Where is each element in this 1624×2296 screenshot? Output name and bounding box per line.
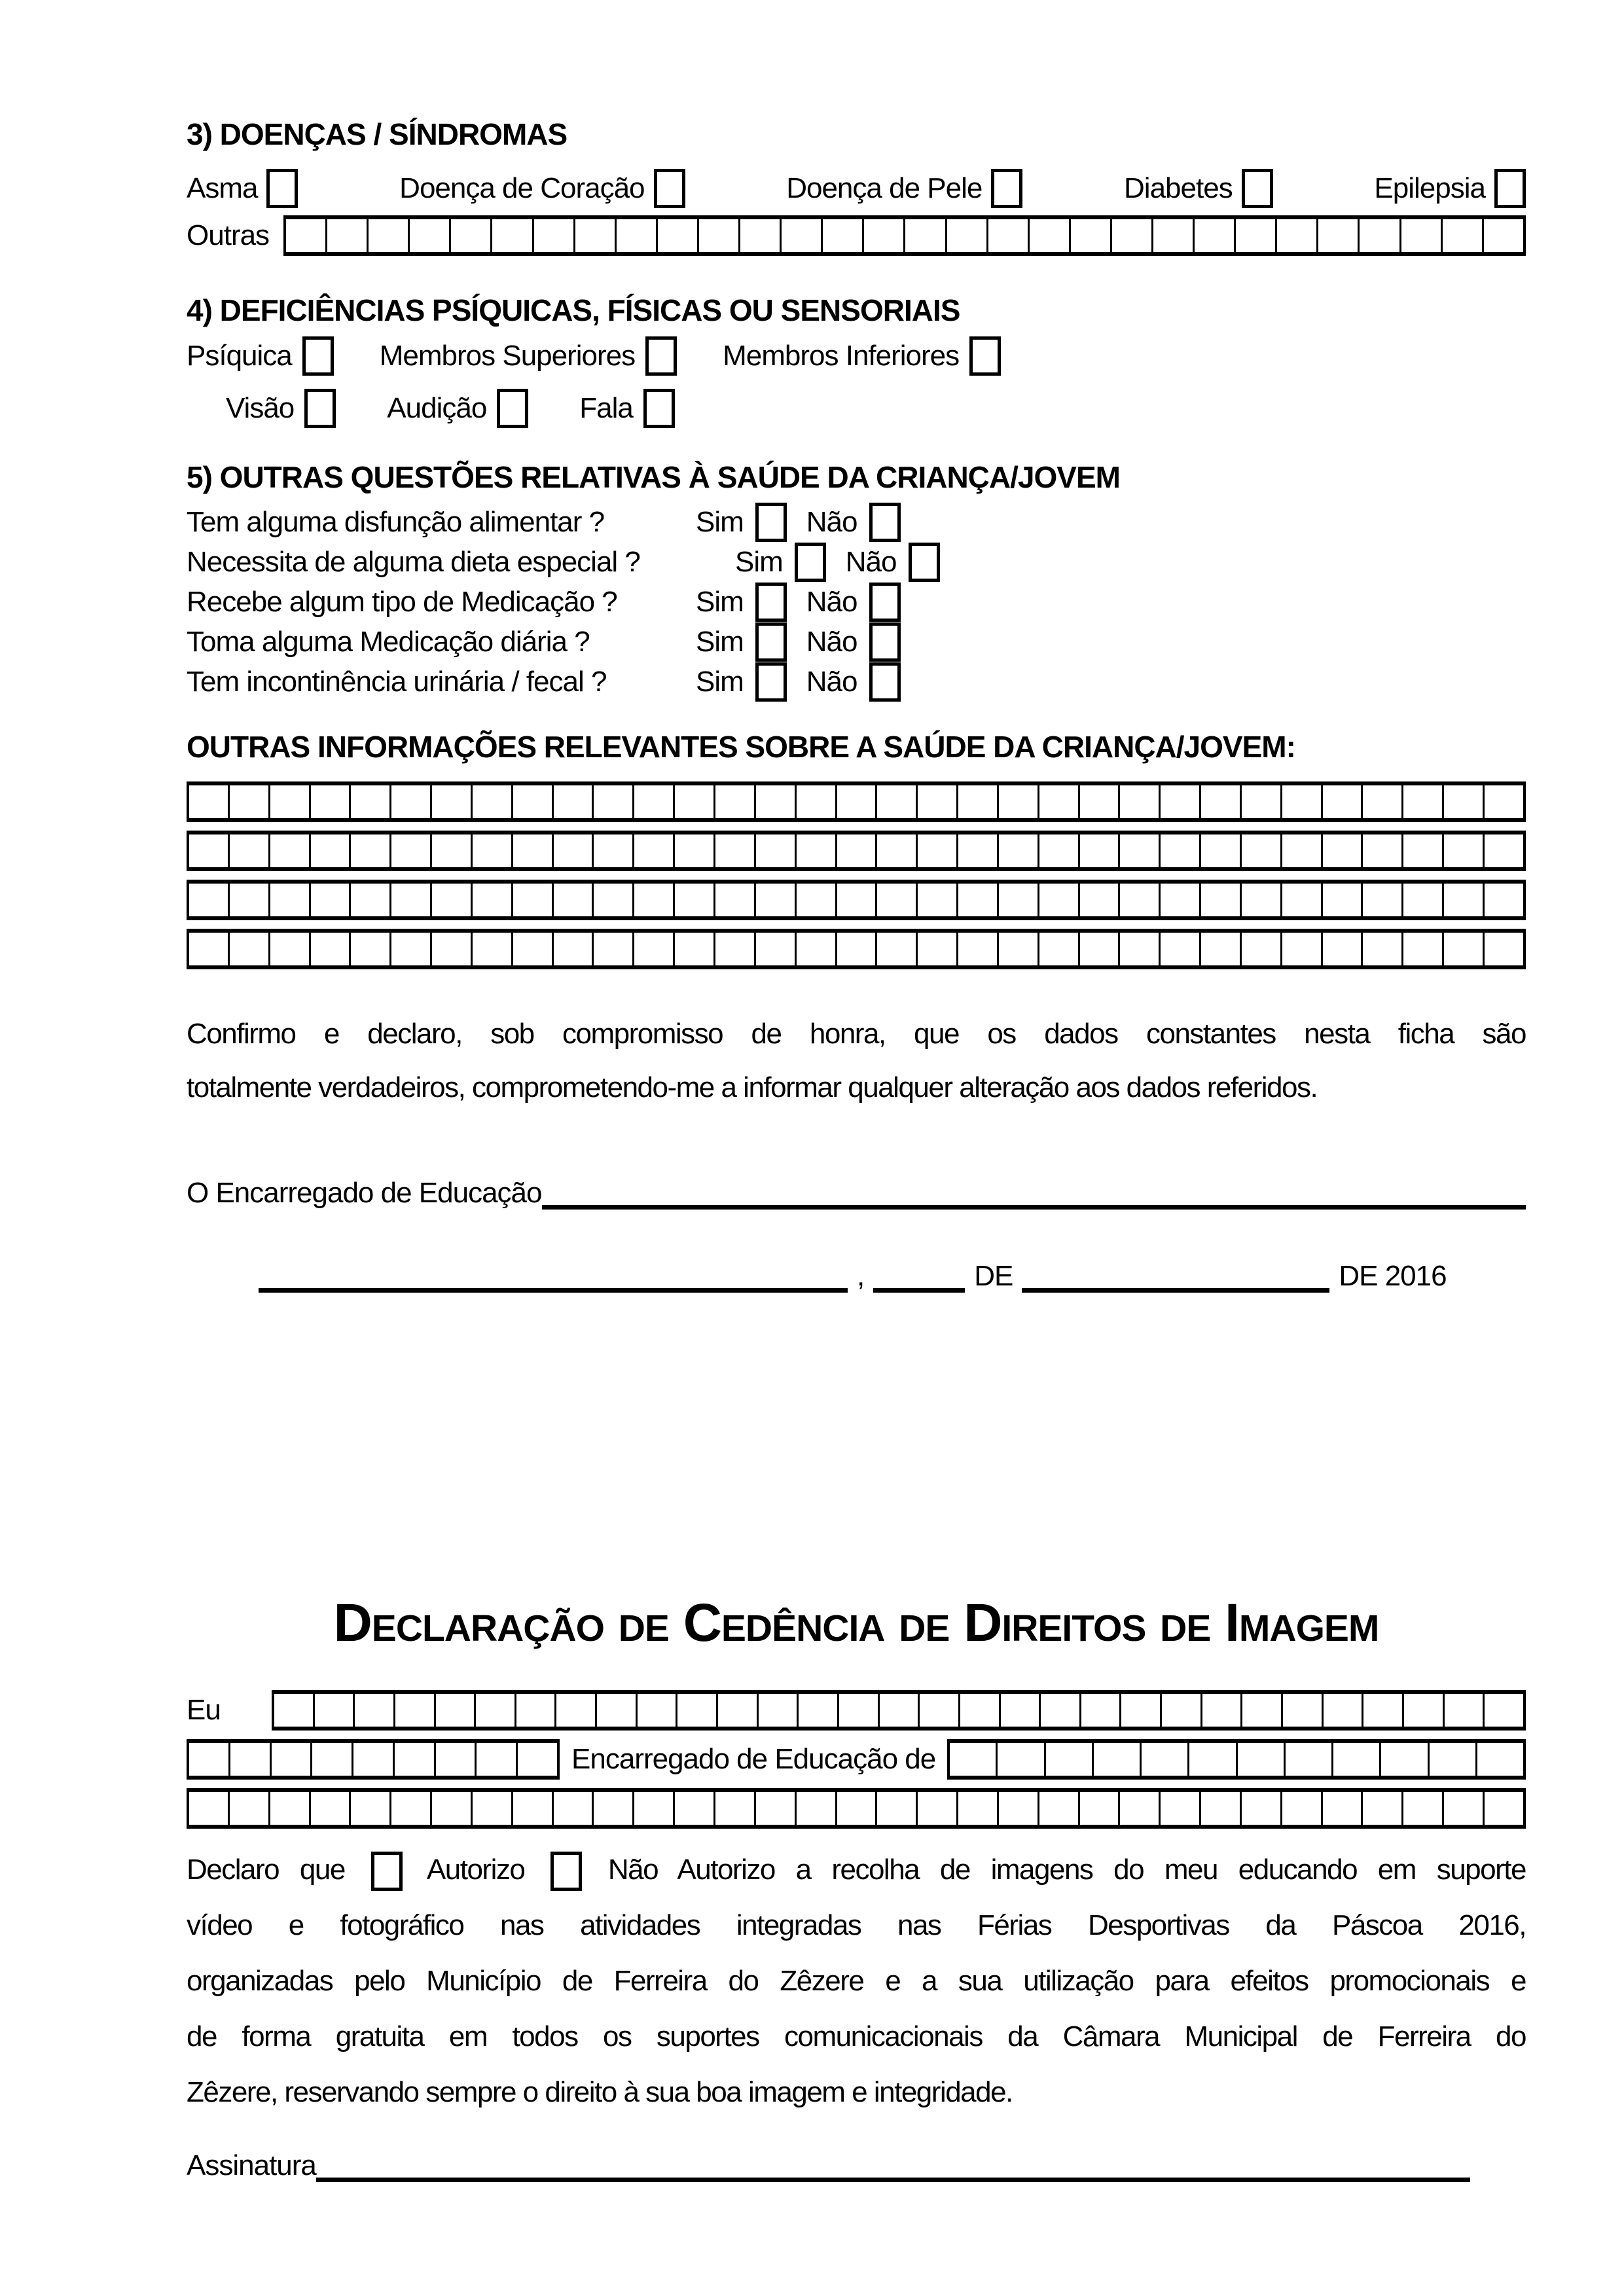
doenca-option-asma [187,169,298,208]
def-item-membros-superiores [380,336,677,376]
informacoes-input-row-4[interactable] [187,929,1526,969]
nao-checkbox[interactable] [909,543,940,582]
nome-continuacao-cells[interactable] [187,1739,560,1780]
outras-label: Outras [187,219,270,251]
deficiencias-row-2 [226,384,1526,433]
sim-nao-group [696,583,901,622]
question-label: Necessita de alguma dieta especial ? [187,545,640,578]
sim-nao-group [696,503,901,542]
membros-superiores-checkbox[interactable] [645,336,677,376]
question-label: Recebe algum tipo de Medicação ? [187,585,617,618]
def-item-fala [579,389,675,428]
question-row-disfuncao-alimentar [187,502,1526,542]
audicao-label: Audição [387,392,487,424]
sim-nao-group [696,622,901,662]
doenca-option-epilepsia [1374,169,1526,208]
encarregado-signature-blank[interactable] [542,1167,1526,1210]
sim-label: Sim [696,585,744,618]
epilepsia-label: Epilepsia [1374,172,1485,204]
membros-inferiores-label: Membros Inferiores [723,340,960,372]
sim-nao-group [735,543,940,582]
outras-doencas-row [187,215,1526,256]
outras-informacoes-grid [187,781,1526,969]
outras-doencas-input-cells[interactable] [283,215,1526,256]
visao-checkbox[interactable] [304,389,336,428]
asma-label: Asma [187,172,258,204]
confirmacao-line-1: Confirmo e declaro, sob compromisso de honra, que os dados constantes nesta ficha são [187,1018,1526,1050]
nao-checkbox[interactable] [869,622,901,662]
informacoes-input-row-1[interactable] [187,781,1526,822]
sim-checkbox[interactable] [755,662,787,702]
sim-label: Sim [696,505,744,538]
eu-label: Eu [187,1694,221,1726]
audicao-checkbox[interactable] [497,389,528,428]
autorizacao-paragraph [187,1842,1526,2120]
eu-nome-input-cells[interactable] [272,1690,1526,1731]
month-blank[interactable] [1022,1250,1329,1293]
autorizacao-line-4: de forma gratuita em todos os suportes comunicacionais da Câmara Municipal de Ferreira do [187,2020,1526,2053]
encarregado-de-row [187,1739,1526,1780]
section-outras-informacoes [187,729,1526,969]
psiquica-checkbox[interactable] [302,336,334,376]
encarregado-de-label: Encarregado de Educação de [571,1743,936,1775]
membros-inferiores-checkbox[interactable] [969,336,1001,376]
asma-checkbox[interactable] [266,169,298,208]
sim-label: Sim [735,545,783,578]
membros-superiores-label: Membros Superiores [379,340,636,372]
question-label: Toma alguma Medicação diária ? [187,625,590,658]
def-item-audicao [387,389,528,428]
nao-autorizo-label: Não Autorizo [607,1854,775,1886]
doencas-options-row [187,167,1526,210]
autorizacao-line-2: vídeo e fotográfico nas atividades integradas nas Férias Desportivas da Páscoa 2016, [187,1909,1526,1941]
section-doencas [187,117,1526,256]
question-row-medicacao-diaria [187,622,1526,662]
comma-separator: , [857,1260,865,1292]
question-label: Tem alguma disfunção alimentar ? [187,505,605,538]
doenca-pele-label: Doença de Pele [786,172,983,204]
sim-checkbox[interactable] [755,503,787,542]
question-row-dieta-especial [187,542,1526,582]
section-deficiencias-title: 4) DEFICIÊNCIAS PSÍQUICAS, FÍSICAS OU SENSORIAIS [187,293,960,327]
assinatura-blank[interactable] [316,2140,1470,2182]
assinatura-label: Assinatura [187,2149,316,2181]
def-item-membros-inferiores [723,336,1001,376]
educando-nome-continuacao-row [187,1788,1526,1829]
diabetes-checkbox[interactable] [1242,169,1273,208]
nao-checkbox[interactable] [869,662,901,702]
assinatura-row [187,2140,1526,2182]
autorizacao-line-1-rest: a recolha de imagens do meu educando em suporte [795,1854,1526,1886]
educando-nome-continuacao-cells[interactable] [187,1788,1526,1829]
doenca-option-coracao [399,169,685,208]
section-saude-title: 5) OUTRAS QUESTÕES RELATIVAS À SAÚDE DA CRIANÇA/JOVEM [187,460,1120,494]
epilepsia-checkbox[interactable] [1494,169,1526,208]
sim-nao-group [696,662,901,702]
visao-label: Visão [226,392,295,424]
doenca-coracao-checkbox[interactable] [654,169,685,208]
diabetes-label: Diabetes [1124,172,1233,204]
autorizo-checkbox[interactable] [371,1852,403,1891]
def-item-psiquica [187,336,334,376]
nao-checkbox[interactable] [869,583,901,622]
confirmacao-line-2: totalmente verdadeiros, comprometendo-me a informar qualquer alteração aos dados referidos. [187,1071,1318,1103]
doenca-option-diabetes [1124,169,1273,208]
confirmacao-paragraph [187,1007,1526,1115]
educando-nome-cells[interactable] [947,1739,1526,1780]
doenca-coracao-label: Doença de Coração [399,172,645,204]
question-row-incontinencia [187,662,1526,702]
informacoes-input-row-3[interactable] [187,880,1526,920]
doenca-pele-checkbox[interactable] [991,169,1022,208]
encarregado-label: O Encarregado de Educação [187,1177,542,1209]
autorizacao-line-3: organizadas pelo Município de Ferreira do Zêzere e a sua utilização para efeitos promocionais e [187,1965,1526,1997]
sim-checkbox[interactable] [795,543,826,582]
nao-label: Não [806,505,857,538]
def-item-visao [226,389,336,428]
declaracao-identificacao [187,1690,1526,1829]
nao-label: Não [806,665,857,698]
de-label: DE [974,1260,1013,1292]
date-row [259,1250,1526,1293]
de-2016-label: DE 2016 [1339,1260,1447,1292]
autorizacao-line-1 [187,1842,1526,1897]
sim-label: Sim [696,665,744,698]
encarregado-signature-row [187,1167,1526,1210]
informacoes-input-row-2[interactable] [187,831,1526,871]
fala-checkbox[interactable] [643,389,675,428]
eu-row [187,1690,1526,1731]
nao-label: Não [845,545,897,578]
day-blank[interactable] [873,1250,965,1293]
section-saude [187,459,1526,702]
declaro-que-label: Declaro que [187,1854,345,1886]
psiquica-label: Psíquica [187,340,292,372]
sim-checkbox[interactable] [755,583,787,622]
doenca-option-pele [786,169,1022,208]
nao-label: Não [806,585,857,618]
question-label: Tem incontinência urinária / fecal ? [187,665,607,698]
autorizacao-line-5: Zêzere, reservando sempre o direito à sua boa imagem e integridade. [187,2076,1013,2108]
declaracao-title: Declaração de Cedência de Direitos de Imagem [333,1593,1379,1653]
section-doencas-title: 3) DOENÇAS / SÍNDROMAS [187,117,568,151]
section-deficiencias [187,293,1526,433]
nao-autorizo-checkbox[interactable] [550,1852,582,1891]
nao-checkbox[interactable] [869,503,901,542]
outras-informacoes-title: OUTRAS INFORMAÇÕES RELEVANTES SOBRE A SAÚDE DA CRIANÇA/JOVEM: [187,730,1295,764]
sim-label: Sim [696,625,744,658]
question-row-tipo-medicacao [187,582,1526,622]
deficiencias-row-1 [187,331,1526,381]
nao-label: Não [806,625,857,658]
sim-checkbox[interactable] [755,622,787,662]
fala-label: Fala [579,392,633,424]
saude-question-list [187,502,1526,702]
autorizo-label: Autorizo [426,1854,525,1886]
place-blank[interactable] [259,1250,848,1293]
